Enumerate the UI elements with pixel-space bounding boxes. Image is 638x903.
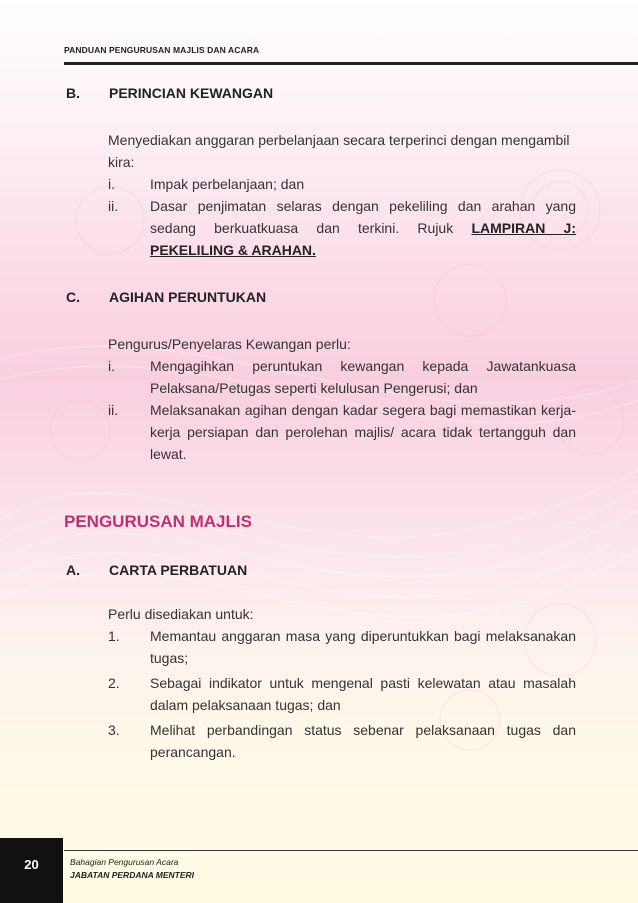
section-a-letter: A. bbox=[66, 562, 80, 578]
section-b-heading bbox=[66, 85, 273, 101]
lampiran-j-link[interactable]: LAMPIRAN J: PEKELILING & ARAHAN. bbox=[150, 220, 576, 258]
page-number: 20 bbox=[24, 857, 39, 872]
list-text-body: Dasar penjimatan selaras dengan pekeliling dan arahan yang sedang berkuatkuasa dan terkini. Rujuk bbox=[150, 198, 576, 236]
list-text: Sebagai indikator untuk mengenal pasti kelewatan atau masalah dalam pelaksanaan tugas; dan bbox=[150, 675, 576, 713]
list-text: Impak perbelanjaan; dan bbox=[150, 176, 305, 192]
list-text: Memantau anggaran masa yang diperuntukkan bagi melaksanakan tugas; bbox=[150, 628, 576, 666]
footer-rule bbox=[64, 850, 638, 851]
running-header: PANDUAN PENGURUSAN MAJLIS DAN ACARA bbox=[64, 45, 260, 55]
section-a-title: CARTA PERBATUAN bbox=[109, 562, 248, 578]
section-b-intro: Menyediakan anggaran perbelanjaan secara terperinci dengan mengambil kira: bbox=[108, 132, 570, 170]
list-marker: 1. bbox=[108, 628, 120, 644]
list-marker: ii. bbox=[108, 402, 119, 418]
main-heading: PENGURUSAN MAJLIS bbox=[64, 512, 252, 531]
list-text: Mengagihkan peruntukan kewangan kepada Jawatankuasa Pelaksana/Petugas seperti kelulusan Pengerusi; dan bbox=[150, 358, 576, 396]
section-a-intro: Perlu disediakan untuk: bbox=[108, 606, 254, 622]
footer-department: Bahagian Pengurusan Acara bbox=[70, 857, 179, 867]
list-marker: ii. bbox=[108, 198, 119, 214]
list-text: Melihat perbandingan status sebenar pelaksanaan tugas dan perancangan. bbox=[150, 722, 576, 760]
section-c-heading bbox=[66, 289, 266, 305]
section-c-title: AGIHAN PERUNTUKAN bbox=[109, 289, 267, 305]
list-marker: i. bbox=[108, 176, 115, 192]
section-b-title: PERINCIAN KEWANGAN bbox=[109, 85, 274, 101]
list-text bbox=[150, 195, 576, 261]
header-rule bbox=[64, 62, 638, 65]
section-a-heading bbox=[66, 562, 247, 578]
footer-organization: JABATAN PERDANA MENTERI bbox=[70, 870, 195, 880]
section-b-letter: B. bbox=[66, 85, 80, 101]
list-marker: i. bbox=[108, 358, 115, 374]
section-c-intro: Pengurus/Penyelaras Kewangan perlu: bbox=[108, 336, 351, 352]
list-marker: 3. bbox=[108, 722, 120, 738]
list-marker: 2. bbox=[108, 675, 120, 691]
list-text: Melaksanakan agihan dengan kadar segera bagi memastikan kerja-kerja persiapan dan perolehan majlis/ acara tidak tertangguh dan lewat. bbox=[150, 402, 576, 462]
section-c-letter: C. bbox=[66, 289, 80, 305]
